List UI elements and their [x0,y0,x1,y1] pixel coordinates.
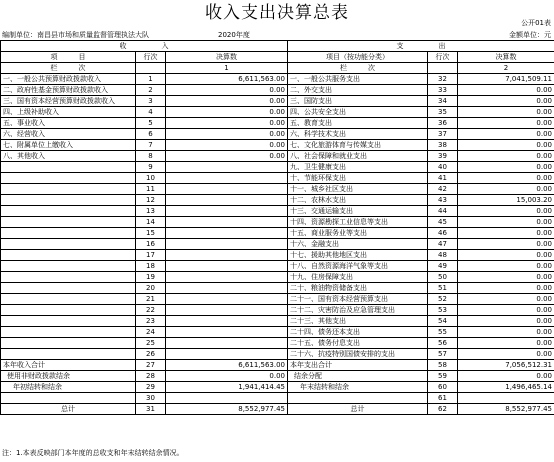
income-line-number: 12 [136,195,166,206]
expense-final-amount: 0.00 [458,173,554,184]
income-line-number: 29 [136,382,166,393]
income-final-amount: 0.00 [166,151,288,162]
table-row [1,173,554,184]
expense-final-amount: 0.00 [458,107,554,118]
income-item-name [1,173,136,184]
expense-final-amount: 7,056,512.31 [458,360,554,371]
income-item-name [1,184,136,195]
expense-line-number: 59 [428,371,458,382]
expense-line-number: 55 [428,327,458,338]
income-item-name: 年初结转和结余 [1,382,136,393]
expense-line-number: 38 [428,140,458,151]
expense-line-number: 44 [428,206,458,217]
expense-item-name: 三、国防支出 [288,96,428,107]
income-final-amount [166,195,288,206]
income-final-amount [166,393,288,404]
expense-item-name [288,393,428,404]
income-item-name: 八、其他收入 [1,151,136,162]
expense-final-amount: 0.00 [458,283,554,294]
income-final-amount [166,272,288,283]
income-line-number: 23 [136,316,166,327]
income-final-amount [166,327,288,338]
income-final-header: 决算数 [166,52,288,63]
income-final-amount [166,228,288,239]
expense-final-amount: 0.00 [458,371,554,382]
expense-item-name: 二十五、债务付息支出 [288,338,428,349]
expense-item-name: 二十二、灾害防治及应急管理支出 [288,305,428,316]
income-final-amount: 0.00 [166,85,288,96]
table-row [1,151,554,162]
table-row [1,338,554,349]
expense-total-label: 总计 [288,404,428,415]
income-item-name [1,228,136,239]
income-final-amount [166,316,288,327]
expense-line-number: 57 [428,349,458,360]
income-final-amount [166,261,288,272]
income-final-amount: 6,611,563.00 [166,360,288,371]
income-final-amount: 0.00 [166,107,288,118]
income-item-name [1,283,136,294]
income-line-number: 21 [136,294,166,305]
report-meta-line [0,30,554,40]
expense-line-number: 33 [428,85,458,96]
income-item-name [1,261,136,272]
expense-line-number: 60 [428,382,458,393]
expense-item-name: 二十一、国有资本经营预算支出 [288,294,428,305]
expense-line-number: 58 [428,360,458,371]
income-lanci-label: 栏 次 [1,63,136,74]
income-line-number: 2 [136,85,166,96]
expense-item-name: 十三、交通运输支出 [288,206,428,217]
income-line-number: 9 [136,162,166,173]
expense-final-amount: 0.00 [458,305,554,316]
income-final-amount: 0.00 [166,371,288,382]
income-final-amount [166,184,288,195]
income-col-number: 1 [166,63,288,74]
income-line-number: 17 [136,250,166,261]
expense-item-name: 十七、援助其他地区支出 [288,250,428,261]
expense-final-amount: 0.00 [458,129,554,140]
expense-final-amount: 0.00 [458,261,554,272]
expense-item-name: 二十三、其他支出 [288,316,428,327]
expense-item-name: 七、文化旅游体育与传媒支出 [288,140,428,151]
income-item-name: 一、一般公共预算财政拨款收入 [1,74,136,85]
income-final-amount [166,250,288,261]
income-line-number: 11 [136,184,166,195]
income-final-amount [166,294,288,305]
income-total-line: 31 [136,404,166,415]
income-expense-table [0,40,554,415]
expense-line-number: 37 [428,129,458,140]
income-item-name [1,294,136,305]
income-item-name [1,195,136,206]
expense-item-name: 二十六、抗疫特别国债安排的支出 [288,349,428,360]
expense-item-name: 十四、资源勘探工业信息等支出 [288,217,428,228]
expense-line-number: 45 [428,217,458,228]
expense-item-name: 十一、城乡社区支出 [288,184,428,195]
expense-item-name: 二十四、债务还本支出 [288,327,428,338]
income-final-amount: 0.00 [166,129,288,140]
section-header-row [1,41,554,52]
expense-final-amount: 0.00 [458,316,554,327]
income-final-amount: 0.00 [166,96,288,107]
expense-total-line: 62 [428,404,458,415]
expense-line-number: 52 [428,294,458,305]
income-total-amount: 8,552,977.45 [166,404,288,415]
table-row [1,371,554,382]
footnote: 注：1.本表反映部门本年度的总收支和年末结转结余情况。 [2,449,184,457]
expense-final-amount: 0.00 [458,118,554,129]
table-row [1,228,554,239]
expense-final-amount [458,393,554,404]
expense-line-number: 35 [428,107,458,118]
expense-line-number: 53 [428,305,458,316]
income-line-number: 10 [136,173,166,184]
income-line-header: 行次 [136,52,166,63]
expense-final-amount: 15,003.20 [458,195,554,206]
income-item-name [1,239,136,250]
income-line-number: 5 [136,118,166,129]
income-item-name: 六、经营收入 [1,129,136,140]
expense-item-name: 二、外交支出 [288,85,428,96]
expense-section-header: 支 出 [288,41,554,52]
expense-final-amount: 0.00 [458,327,554,338]
table-row [1,195,554,206]
expense-line-number: 41 [428,173,458,184]
expense-line-number: 51 [428,283,458,294]
expense-final-amount: 0.00 [458,96,554,107]
income-final-amount [166,283,288,294]
expense-item-name: 八、社会保障和就业支出 [288,151,428,162]
amount-unit: 金额单位：元 [509,31,551,39]
empty-cell [428,63,458,74]
expense-final-amount: 0.00 [458,184,554,195]
income-final-amount: 1,941,414.45 [166,382,288,393]
income-final-amount [166,305,288,316]
income-line-number: 28 [136,371,166,382]
column-index-row [1,63,554,74]
expense-item-name: 十八、自然资源海洋气象等支出 [288,261,428,272]
expense-line-number: 50 [428,272,458,283]
expense-line-number: 56 [428,338,458,349]
expense-line-number: 46 [428,228,458,239]
expense-item-name: 十五、商业服务业等支出 [288,228,428,239]
table-row [1,96,554,107]
report-title: 收入支出决算总表 [205,3,349,23]
income-line-number: 16 [136,239,166,250]
income-line-number: 24 [136,327,166,338]
income-final-amount [166,173,288,184]
expense-final-amount: 0.00 [458,272,554,283]
expense-lanci-label: 栏 次 [288,63,428,74]
table-row [1,305,554,316]
expense-final-amount: 0.00 [458,349,554,360]
income-final-amount [166,239,288,250]
expense-line-number: 34 [428,96,458,107]
income-final-amount [166,162,288,173]
expense-line-header: 行次 [428,52,458,63]
table-row [1,184,554,195]
income-line-number: 7 [136,140,166,151]
expense-item-name: 结余分配 [288,371,428,382]
income-item-name [1,272,136,283]
income-item-name [1,250,136,261]
expense-item-name: 年末结转和结余 [288,382,428,393]
expense-final-amount: 0.00 [458,140,554,151]
expense-final-amount: 0.00 [458,206,554,217]
table-row [1,294,554,305]
expense-line-number: 43 [428,195,458,206]
income-line-number: 20 [136,283,166,294]
total-row [1,404,554,415]
expense-item-header: 项目（按功能分类） [288,52,428,63]
income-line-number: 13 [136,206,166,217]
income-line-number: 8 [136,151,166,162]
expense-item-name: 二十、粮油物资储备支出 [288,283,428,294]
table-row [1,349,554,360]
table-row [1,239,554,250]
income-item-name: 使用非财政拨款结余 [1,371,136,382]
expense-final-amount: 0.00 [458,85,554,96]
income-item-name [1,162,136,173]
table-row [1,162,554,173]
table-row [1,316,554,327]
expense-col-number: 2 [458,63,554,74]
report-year: 2020年度 [218,31,250,39]
expense-line-number: 39 [428,151,458,162]
expense-item-name: 五、教育支出 [288,118,428,129]
income-line-number: 4 [136,107,166,118]
table-row [1,85,554,96]
expense-line-number: 42 [428,184,458,195]
expense-final-amount: 0.00 [458,338,554,349]
expense-final-amount: 0.00 [458,228,554,239]
income-section-header: 收 入 [1,41,288,52]
expense-final-header: 决算数 [458,52,554,63]
expense-item-name: 四、公共安全支出 [288,107,428,118]
table-row [1,74,554,85]
table-row [1,250,554,261]
income-item-name [1,349,136,360]
expense-final-amount: 0.00 [458,239,554,250]
income-item-name: 本年收入合计 [1,360,136,371]
expense-item-name: 六、科学技术支出 [288,129,428,140]
income-line-number: 15 [136,228,166,239]
income-item-name: 七、附属单位上缴收入 [1,140,136,151]
table-row [1,283,554,294]
income-item-name [1,305,136,316]
expense-line-number: 47 [428,239,458,250]
income-item-name: 五、事业收入 [1,118,136,129]
income-item-name: 二、政府性基金预算财政拨款收入 [1,85,136,96]
expense-final-amount: 0.00 [458,151,554,162]
expense-item-name: 十九、住房保障支出 [288,272,428,283]
column-header-row [1,52,554,63]
income-line-number: 6 [136,129,166,140]
table-row [1,393,554,404]
expense-item-name: 十、节能环保支出 [288,173,428,184]
income-item-name [1,327,136,338]
expense-final-amount: 0.00 [458,294,554,305]
expense-final-amount: 0.00 [458,217,554,228]
income-line-number: 1 [136,74,166,85]
income-final-amount [166,217,288,228]
expense-item-name: 十二、农林水支出 [288,195,428,206]
expense-item-name: 一、一般公共服务支出 [288,74,428,85]
income-line-number: 30 [136,393,166,404]
table-row [1,360,554,371]
expense-line-number: 61 [428,393,458,404]
income-line-number: 19 [136,272,166,283]
expense-final-amount: 0.00 [458,162,554,173]
table-row [1,129,554,140]
income-final-amount: 0.00 [166,118,288,129]
form-number: 公开01表 [521,19,551,27]
expense-line-number: 36 [428,118,458,129]
income-line-number: 26 [136,349,166,360]
income-final-amount: 6,611,563.00 [166,74,288,85]
income-item-name: 四、上级补助收入 [1,107,136,118]
expense-item-name: 本年支出合计 [288,360,428,371]
income-line-number: 18 [136,261,166,272]
income-final-amount [166,338,288,349]
expense-final-amount: 7,041,509.11 [458,74,554,85]
expense-total-amount: 8,552,977.45 [458,404,554,415]
expense-line-number: 32 [428,74,458,85]
income-line-number: 22 [136,305,166,316]
income-line-number: 27 [136,360,166,371]
income-item-name [1,316,136,327]
income-item-name: 三、国有资本经营预算财政拨款收入 [1,96,136,107]
income-item-name [1,217,136,228]
expense-line-number: 54 [428,316,458,327]
table-row [1,140,554,151]
table-row [1,382,554,393]
table-row [1,107,554,118]
table-row [1,217,554,228]
expense-item-name: 九、卫生健康支出 [288,162,428,173]
income-item-name [1,393,136,404]
table-row [1,118,554,129]
expense-line-number: 49 [428,261,458,272]
expense-final-amount: 0.00 [458,250,554,261]
income-total-label: 总计 [1,404,136,415]
income-line-number: 14 [136,217,166,228]
income-final-amount [166,349,288,360]
income-item-header: 项 目 [1,52,136,63]
expense-line-number: 48 [428,250,458,261]
table-row [1,327,554,338]
table-row [1,272,554,283]
income-item-name [1,206,136,217]
table-row [1,206,554,217]
income-final-amount [166,206,288,217]
expense-final-amount: 1,496,465.14 [458,382,554,393]
compiling-unit: 编制单位：南昌县市场和质量监督管理执法大队 [2,31,149,39]
expense-line-number: 40 [428,162,458,173]
income-line-number: 3 [136,96,166,107]
income-final-amount: 0.00 [166,140,288,151]
income-item-name [1,338,136,349]
table-row [1,261,554,272]
income-line-number: 25 [136,338,166,349]
expense-item-name: 十六、金融支出 [288,239,428,250]
empty-cell [136,63,166,74]
